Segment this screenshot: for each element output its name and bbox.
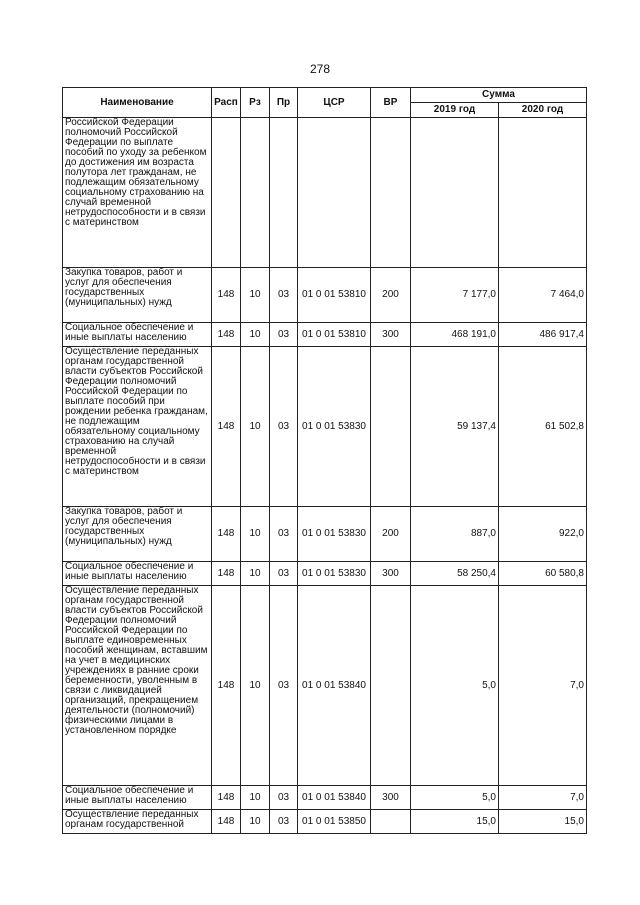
row-csr-cell: 01 0 01 53830 (298, 562, 371, 586)
row-pr-cell: 03 (270, 810, 298, 834)
row-pr-cell (270, 118, 298, 268)
row-2019-cell: 15,0 (411, 810, 499, 834)
row-rasp-cell: 148 (212, 268, 241, 323)
row-vr-cell: 200 (371, 268, 411, 323)
row-name-cell: Осуществление переданных органам государственной власти субъектов Российской Федерации полномочий Российской Федерации по выплате пособий при рождении ребенка гражданам, не подлежащим обязательному социальному страхованию на случай временной нетрудоспособности и в связи с материнством (63, 347, 212, 507)
table-row (63, 810, 587, 834)
table-header (63, 88, 587, 118)
row-rasp-cell: 148 (212, 810, 241, 834)
table-row (63, 562, 587, 586)
row-2020-cell: 7,0 (499, 786, 587, 810)
row-vr-cell (371, 347, 411, 507)
row-2020-cell: 61 502,8 (499, 347, 587, 507)
row-pr-cell: 03 (270, 323, 298, 347)
row-2019-cell: 468 191,0 (411, 323, 499, 347)
row-rasp-cell: 148 (212, 786, 241, 810)
row-rz-cell: 10 (241, 586, 270, 786)
row-rz-cell: 10 (241, 347, 270, 507)
header-vr: ВР (371, 88, 411, 118)
row-name-cell: Осуществление переданных органам государственной власти субъектов Российской Федерации полномочий Российской Федерации по выплате единовременных пособий женщинам, вставшим на учет в медицинских учреждениях в ранние сроки беременности, уволенным в связи с ликвидацией организаций, прекращением деятельности (полномочий) физическими лицами в установленном порядке (63, 586, 212, 786)
header-name: Наименование (63, 88, 212, 118)
row-csr-cell: 01 0 01 53840 (298, 786, 371, 810)
row-2019-cell: 5,0 (411, 586, 499, 786)
row-name-cell: Осуществление переданных органам государственной (63, 810, 212, 834)
row-name-cell: Закупка товаров, работ и услуг для обеспечения государственных (муниципальных) нужд (63, 268, 212, 323)
table-row (63, 507, 587, 562)
row-rz-cell: 10 (241, 810, 270, 834)
row-name-cell: Закупка товаров, работ и услуг для обеспечения государственных (муниципальных) нужд (63, 507, 212, 562)
row-vr-cell (371, 586, 411, 786)
row-pr-cell: 03 (270, 586, 298, 786)
row-csr-cell: 01 0 01 53840 (298, 586, 371, 786)
row-rasp-cell: 148 (212, 507, 241, 562)
row-csr-cell: 01 0 01 53830 (298, 507, 371, 562)
row-rasp-cell: 148 (212, 347, 241, 507)
table-body (63, 118, 587, 834)
row-rasp-cell (212, 118, 241, 268)
row-csr-cell: 01 0 01 53830 (298, 347, 371, 507)
row-2020-cell: 486 917,4 (499, 323, 587, 347)
row-rz-cell: 10 (241, 562, 270, 586)
row-vr-cell (371, 118, 411, 268)
table-row (63, 586, 587, 786)
row-vr-cell: 300 (371, 786, 411, 810)
row-rasp-cell: 148 (212, 562, 241, 586)
table-row (63, 347, 587, 507)
header-rasp: Расп (212, 88, 241, 118)
row-2019-cell: 5,0 (411, 786, 499, 810)
row-pr-cell: 03 (270, 507, 298, 562)
row-pr-cell: 03 (270, 786, 298, 810)
row-2020-cell: 60 580,8 (499, 562, 587, 586)
header-pr: Пр (270, 88, 298, 118)
row-rz-cell: 10 (241, 507, 270, 562)
row-2020-cell: 922,0 (499, 507, 587, 562)
row-2020-cell (499, 118, 587, 268)
row-rz-cell (241, 118, 270, 268)
table-row (63, 268, 587, 323)
page-number: 278 (309, 62, 331, 76)
row-2020-cell: 7,0 (499, 586, 587, 786)
row-csr-cell: 01 0 01 53810 (298, 268, 371, 323)
row-2019-cell (411, 118, 499, 268)
row-rz-cell: 10 (241, 268, 270, 323)
row-2019-cell: 58 250,4 (411, 562, 499, 586)
row-vr-cell: 200 (371, 507, 411, 562)
header-year-2019: 2019 год (411, 103, 499, 118)
row-2020-cell: 7 464,0 (499, 268, 587, 323)
row-vr-cell (371, 810, 411, 834)
header-year-2020: 2020 год (499, 103, 587, 118)
row-pr-cell: 03 (270, 562, 298, 586)
header-csr: ЦСР (298, 88, 371, 118)
row-pr-cell: 03 (270, 268, 298, 323)
row-name-cell: Российской Федерации полномочий Российской Федерации по выплате пособий по уходу за ребенком до достижения им возраста полутора лет гражданам, не подлежащим обязательному социальному страхованию на случай временной нетрудоспособности и в связи с материнством (63, 118, 212, 268)
row-2019-cell: 887,0 (411, 507, 499, 562)
row-csr-cell: 01 0 01 53810 (298, 323, 371, 347)
header-sum: Сумма (411, 88, 587, 103)
table-row (63, 786, 587, 810)
row-rasp-cell: 148 (212, 323, 241, 347)
row-name-cell: Социальное обеспечение и иные выплаты населению (63, 562, 212, 586)
row-rasp-cell: 148 (212, 586, 241, 786)
row-csr-cell: 01 0 01 53850 (298, 810, 371, 834)
row-2019-cell: 59 137,4 (411, 347, 499, 507)
row-name-cell: Социальное обеспечение и иные выплаты населению (63, 786, 212, 810)
header-rz: Рз (241, 88, 270, 118)
row-rz-cell: 10 (241, 323, 270, 347)
table-row (63, 323, 587, 347)
row-2019-cell: 7 177,0 (411, 268, 499, 323)
row-2020-cell: 15,0 (499, 810, 587, 834)
row-csr-cell (298, 118, 371, 268)
row-pr-cell: 03 (270, 347, 298, 507)
table-row (63, 118, 587, 268)
row-vr-cell: 300 (371, 562, 411, 586)
row-name-cell: Социальное обеспечение и иные выплаты населению (63, 323, 212, 347)
budget-table (62, 87, 587, 834)
row-rz-cell: 10 (241, 786, 270, 810)
row-vr-cell: 300 (371, 323, 411, 347)
